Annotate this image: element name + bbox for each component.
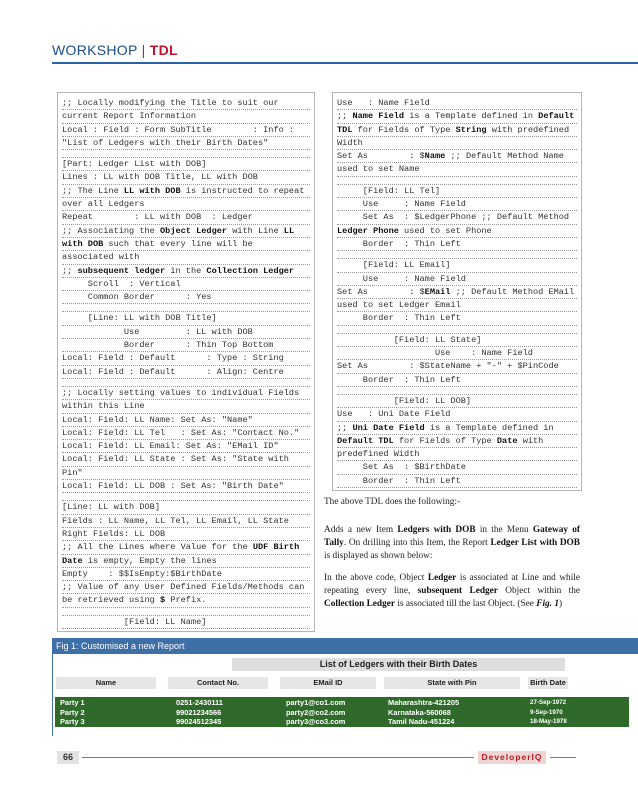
code-line: Use : LL with DOB [62, 326, 310, 339]
code-line [337, 387, 577, 395]
report-cell: 0251-2430111 [176, 698, 223, 707]
code-line: [Field: LL DOB] [337, 395, 577, 408]
code-line: Width [337, 137, 577, 150]
code-line [62, 493, 310, 501]
code-line: ;; All the Lines where Value for the UDF Birth [62, 541, 310, 554]
code-line [62, 379, 310, 387]
code-line: Local: Field: LL Tel : Set As: "Contact No." [62, 427, 310, 440]
code-line: ;; Uni Date Field is a Template defined in [337, 422, 577, 435]
code-line: Use : Name Field [337, 97, 577, 110]
code-line: ;; Name Field is a Template defined in Default [337, 110, 577, 123]
code-line: Fields : LL Name, LL Tel, LL Email, LL State [62, 515, 310, 528]
code-line: Use : Uni Date Field [337, 408, 577, 421]
code-line: Border : Thin Left [337, 374, 577, 387]
paragraph-adds-item: Adds a new Item Ledgers with DOB in the Menu Gateway of Tally. On drilling into this Item, the Report Ledger List with DOB is displayed as shown below: [324, 525, 580, 561]
code-line: Date is empty, Empty the lines [62, 555, 310, 568]
header-tdl: TDL [149, 42, 178, 58]
paragraph-association: In the above code, Object Ledger is associated at Line and while repeating every line, subsequent Ledger Object within the Collection Ledger is associated till the last Object. (See Fig. 1) [324, 573, 580, 609]
header-rule [52, 62, 638, 64]
code-line: [Part: Ledger List with DOB] [62, 158, 310, 171]
report-cell: party2@co2.com [286, 707, 346, 717]
code-line: Border : Thin Left [337, 238, 577, 251]
code-line: with DOB such that every line will be [62, 238, 310, 251]
code-line: Border : Thin Left [337, 312, 577, 325]
col-header-name: Name [56, 677, 156, 689]
code-line: over all Ledgers [62, 198, 310, 211]
col-header-state: State with Pin [384, 677, 520, 689]
code-line: Local: Field: LL DOB : Set As: "Birth Date" [62, 480, 310, 493]
code-line: Set As : $StateName + "-" + $PinCode [337, 360, 577, 373]
code-line: Local: Field : Default : Type : String [62, 352, 310, 365]
code-line: be retrieved using $ Prefix. [62, 594, 310, 607]
code-line: Set As : $EMail ;; Default Method EMail [337, 286, 577, 299]
code-line: Use : Name Field [337, 347, 577, 360]
code-line: Repeat : LL with DOB : Ledger [62, 211, 310, 224]
code-line: Set As : $Name ;; Default Method Name [337, 150, 577, 163]
code-line: Local: Field: LL State : Set As: "State with [62, 453, 310, 466]
report-cell: Karnataka-560068 [388, 707, 451, 717]
report-title: List of Ledgers with their Birth Dates [232, 658, 565, 671]
report-cell: 27-Sep-1972 [530, 699, 567, 706]
report-cell: Party 3 [60, 717, 85, 726]
footer-brand: DeveloperIQ [478, 751, 546, 764]
code-line: Set As : $BirthDate [337, 461, 577, 474]
report-cell: Party 1 [60, 698, 85, 707]
code-line [337, 326, 577, 334]
footer-rule-left [82, 757, 474, 758]
code-line: [Field: LL Tel] [337, 185, 577, 198]
section-header [52, 42, 178, 58]
code-line: used to set Ledger Email [337, 299, 577, 312]
code-line: ;; Locally modifying the Title to suit our [62, 97, 310, 110]
code-line: Right Fields: LL DOB [62, 528, 310, 541]
code-line: Local: Field: LL Email: Set As: "EMail ID" [62, 440, 310, 453]
header-separator: | [141, 42, 146, 58]
report-cell: Party 2 [60, 707, 85, 717]
code-line: associated with [62, 251, 310, 264]
code-line: Border : Thin Top Bottom [62, 339, 310, 352]
code-line [337, 177, 577, 185]
code-line [62, 304, 310, 312]
code-line: Scroll : Vertical [62, 278, 310, 291]
code-line: [Field: LL Name] [62, 616, 310, 629]
code-line: [Line: LL with DOB Title] [62, 312, 310, 325]
code-line: ;; Value of any User Defined Fields/Methods can [62, 581, 310, 594]
col-header-email: EMail ID [280, 677, 376, 689]
code-line: Use : Name Field [337, 273, 577, 286]
code-line: current Report Information [62, 110, 310, 123]
code-line: Default TDL for Fields of Type Date with [337, 435, 577, 448]
page-number: 66 [57, 751, 79, 764]
report-cell: party3@co3.com [286, 717, 346, 726]
code-line: "List of Ledgers with their Birth Dates" [62, 137, 310, 150]
code-line: Set As : $LedgerPhone ;; Default Method [337, 211, 577, 224]
code-line: [Field: LL State] [337, 334, 577, 347]
col-header-contact: Contact No. [168, 677, 268, 689]
report-cell: 99021234566 [176, 707, 222, 717]
code-listing-left [57, 92, 315, 632]
report-cell: 99024512345 [176, 717, 222, 726]
code-line: ;; The Line LL with DOB is instructed to repeat [62, 185, 310, 198]
code-line: Use : Name Field [337, 198, 577, 211]
code-line: ;; Locally setting values to individual Fields [62, 387, 310, 400]
col-header-birthdate: Birth Date [528, 677, 568, 689]
code-listing-right [332, 92, 582, 491]
code-line: Lines : LL with DOB Title, LL with DOB [62, 171, 310, 184]
code-line: Local: Field: LL Name: Set As: "Name" [62, 414, 310, 427]
code-line [62, 608, 310, 616]
code-line: Empty : $$IsEmpty:$BirthDate [62, 568, 310, 581]
report-cell: Maharashtra-421205 [388, 698, 460, 707]
footer-rule-right [550, 757, 576, 758]
code-line: Local : Field : Form SubTitle : Info : [62, 124, 310, 137]
code-line: ;; Associating the Object Ledger with Line LL [62, 225, 310, 238]
report-cell: 18-May-1978 [530, 718, 567, 725]
code-line: within this Line [62, 400, 310, 413]
report-cell: party1@co1.com [286, 698, 346, 707]
figure-caption: Fig 1: Customised a new Report [52, 638, 638, 654]
code-line: used to set Name [337, 163, 577, 176]
paragraph-intro: The above TDL does the following:- [324, 497, 461, 507]
code-line: [Field: LL Email] [337, 259, 577, 272]
code-line: Ledger Phone used to set Phone [337, 225, 577, 238]
code-line: predefined Width [337, 448, 577, 461]
code-line: Common Border : Yes [62, 291, 310, 304]
report-cell: 9-Sep-1970 [530, 708, 563, 716]
code-line: TDL for Fields of Type String with predefined [337, 124, 577, 137]
code-line: Pin" [62, 467, 310, 480]
code-line: ;; subsequent ledger in the Collection Ledger [62, 265, 310, 278]
code-line: Border : Thin Left [337, 475, 577, 488]
header-workshop: WORKSHOP [52, 42, 138, 58]
code-line [62, 150, 310, 158]
report-cell: Tamil Nadu-451224 [388, 717, 455, 726]
code-line: [Line: LL with DOB] [62, 501, 310, 514]
code-line [337, 251, 577, 259]
code-line: Local: Field : Default : Align: Centre [62, 366, 310, 379]
